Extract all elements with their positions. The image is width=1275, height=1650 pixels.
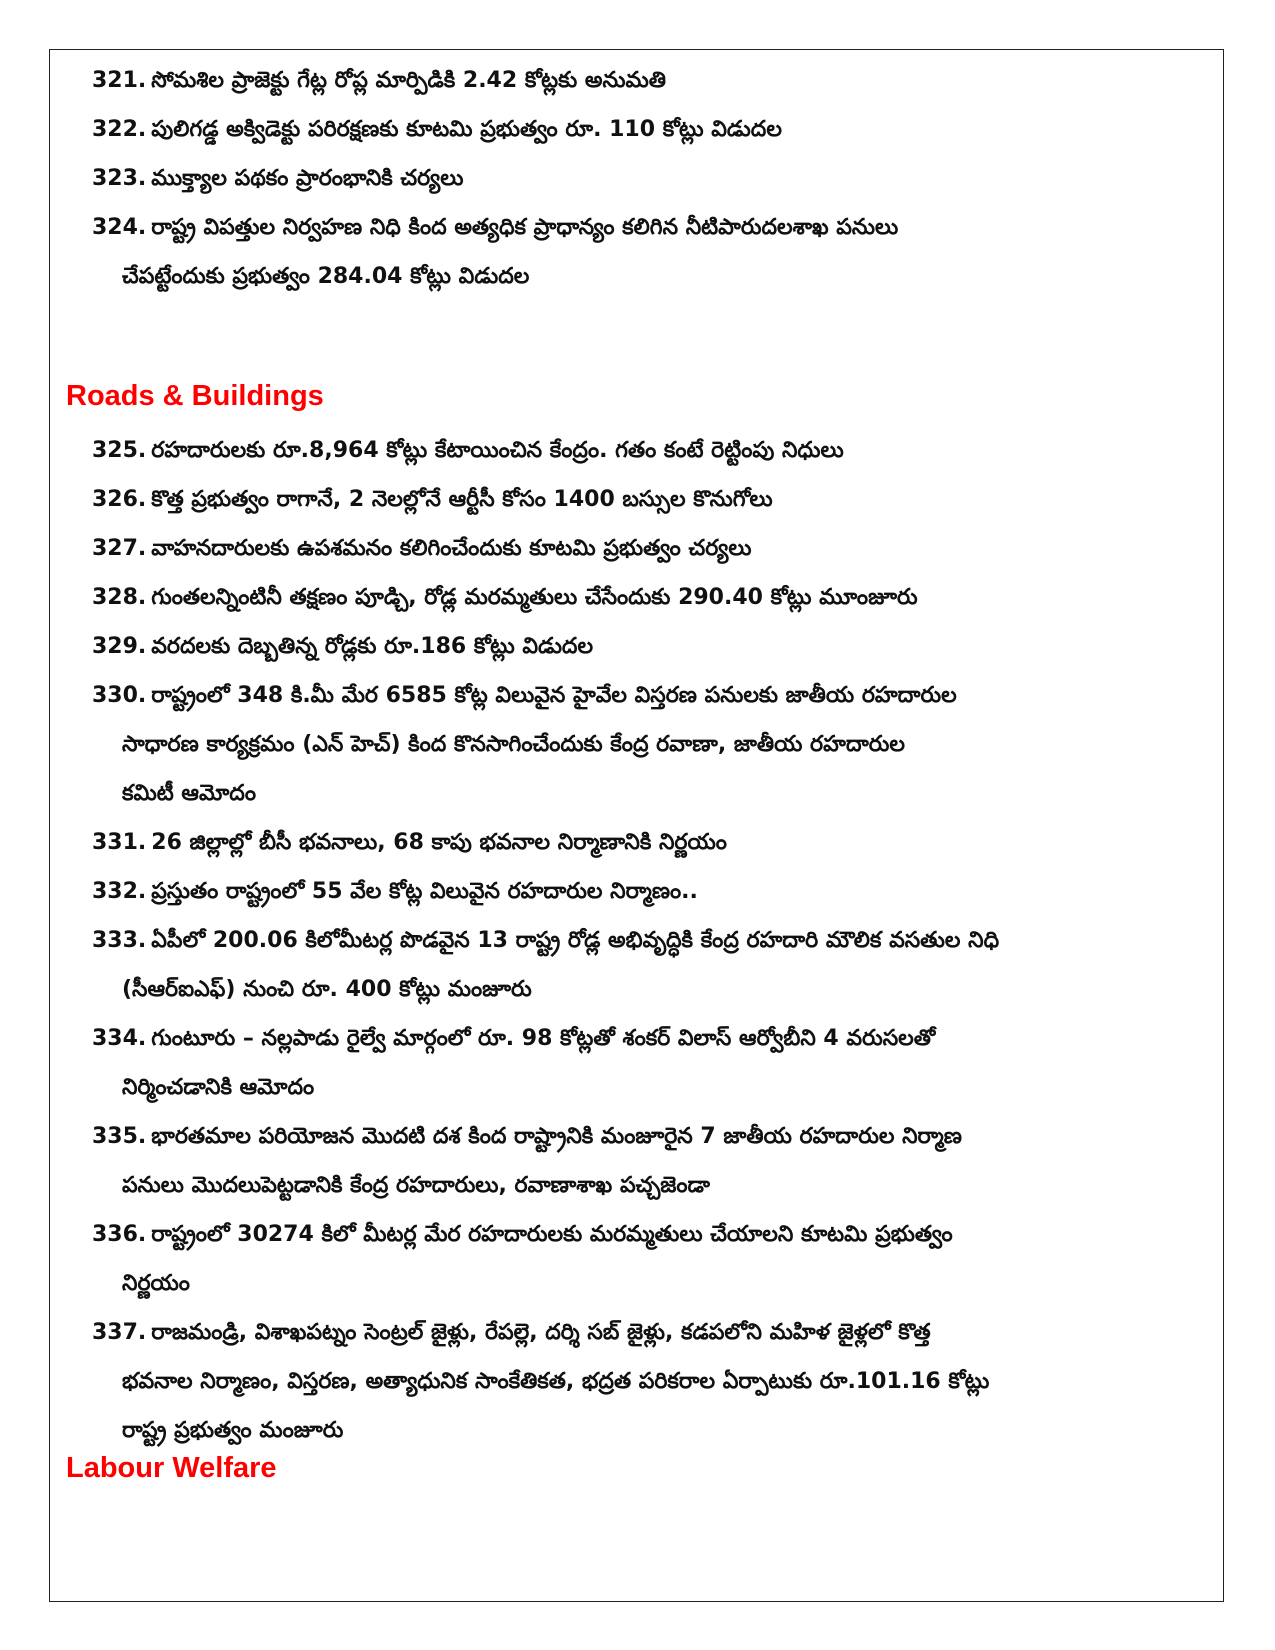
list-item: [92, 154, 1142, 203]
item-text: రహదారులకు రూ.8,964 కోట్లు కేటాయించిన కేంద్రం. గతం కంటే రెట్టింపు నిధులు: [151, 438, 844, 463]
item-text: భారతమాల పరియోజన మొదటి దశ కింద రాష్ట్రానికి మంజూరైన 7 జాతీయ రహదారుల నిర్మాణ: [151, 1124, 962, 1149]
item-text: రాజమండ్రి, విశాఖపట్నం సెంట్రల్ జైళ్లు, రేపల్లె, దర్శి సబ్ జైళ్లు, కడపలోని మహిళ జైళ్లలో కొత్త: [151, 1320, 931, 1345]
list-item: [92, 622, 1142, 671]
item-text: రాష్ట్రంలో 348 కి.మీ మేర 6585 కోట్ల విలువైన హైవేల విస్తరణ పనులకు జాతీయ రహదారుల: [151, 683, 957, 708]
list-item: [92, 916, 1142, 1014]
item-number: 325.: [92, 438, 147, 463]
list-item: [92, 1308, 1142, 1455]
item-number: 332.: [92, 879, 147, 904]
irrigation-list: [92, 56, 1142, 301]
item-number: 321.: [92, 68, 147, 93]
item-text: వరదలకు దెబ్బతిన్న రోడ్లకు రూ.186 కోట్లు విడుదల: [151, 634, 594, 659]
list-item: [92, 105, 1142, 154]
list-item: [92, 1210, 1142, 1308]
item-text: పులిగడ్డ అక్విడెక్టు పరిరక్షణకు కూటమి ప్రభుత్వం రూ. 110 కోట్లు విడుదల: [151, 117, 782, 142]
list-item: [92, 867, 1142, 916]
item-text: రాష్ట్రంలో 30274 కిలో మీటర్ల మేర రహదారులకు మరమ్మతులు చేయాలని కూటమి ప్రభుత్వం: [151, 1222, 953, 1247]
list-item: [92, 573, 1142, 622]
item-number: 322.: [92, 117, 147, 142]
item-text: రాష్ట్ర విపత్తుల నిర్వహణ నిధి కింద అత్యధిక ప్రాధాన్యం కలిగిన నీటిపారుదలశాఖ పనులు: [151, 215, 899, 240]
list-item: [92, 1112, 1142, 1210]
item-text-continued: (సీఆర్ఐఎఫ్) నుంచి రూ. 400 కోట్లు మంజూరు: [122, 977, 532, 1002]
item-number: 334.: [92, 1026, 147, 1051]
list-item: [92, 1014, 1142, 1112]
item-number: 337.: [92, 1320, 147, 1345]
item-text: సోమశిల ప్రాజెక్టు గేట్ల రోప్ల మార్పిడికి 2.42 కోట్లకు అనుమతి: [151, 68, 667, 93]
list-item: [92, 203, 1142, 301]
item-text-continued: నిర్మించడానికి ఆమోదం: [122, 1075, 315, 1100]
item-number: 324.: [92, 215, 147, 240]
labour-welfare-heading: Labour Welfare: [66, 1452, 277, 1484]
item-text: ప్రస్తుతం రాష్ట్రంలో 55 వేల కోట్ల విలువైన రహదారుల నిర్మాణం..: [151, 879, 698, 904]
item-number: 327.: [92, 536, 147, 561]
item-text-continued: నిర్ణయం: [122, 1271, 190, 1296]
item-number: 323.: [92, 166, 147, 191]
item-text: కొత్త ప్రభుత్వం రాగానే, 2 నెలల్లోనే ఆర్టీసీ కోసం 1400 బస్సుల కొనుగోలు: [151, 487, 773, 512]
item-text-continued: సాధారణ కార్యక్రమం (ఎన్ హెచ్) కింద కొనసాగించేందుకు కేంద్ర రవాణా, జాతీయ రహదారుల: [122, 732, 905, 757]
item-text-continued: చేపట్టేందుకు ప్రభుత్వం 284.04 కోట్లు విడుదల: [122, 264, 530, 289]
item-number: 328.: [92, 585, 147, 610]
list-item: [92, 671, 1142, 818]
roads-buildings-heading: Roads & Buildings: [66, 380, 324, 412]
item-text: గుంతలన్నింటినీ తక్షణం పూడ్చి, రోడ్ల మరమ్మతులు చేసేందుకు 290.40 కోట్లు మూంజూరు: [151, 585, 918, 610]
item-text-continued: పనులు మొదలుపెట్టడానికి కేంద్ర రహదారులు, రవాణాశాఖ పచ్చజెండా: [122, 1173, 710, 1198]
list-item: [92, 524, 1142, 573]
item-text: ముక్త్యాల పథకం ప్రారంభానికి చర్యలు: [151, 166, 464, 191]
item-number: 329.: [92, 634, 147, 659]
item-number: 330.: [92, 683, 147, 708]
list-item: [92, 426, 1142, 475]
item-number: 333.: [92, 928, 147, 953]
list-item: [92, 56, 1142, 105]
item-number: 336.: [92, 1222, 147, 1247]
item-number: 335.: [92, 1124, 147, 1149]
item-text-continued: రాష్ట్ర ప్రభుత్వం మంజూరు: [122, 1418, 344, 1443]
list-item: [92, 475, 1142, 524]
item-text: 26 జిల్లాల్లో బీసీ భవనాలు, 68 కాపు భవనాల నిర్మాణానికి నిర్ణయం: [151, 830, 727, 855]
item-number: 331.: [92, 830, 147, 855]
list-item: [92, 818, 1142, 867]
roads-list: [92, 426, 1142, 1455]
item-text-continued: కమిటీ ఆమోదం: [122, 781, 256, 806]
item-text: వాహనదారులకు ఉపశమనం కలిగించేందుకు కూటమి ప్రభుత్వం చర్యలు: [151, 536, 752, 561]
item-text: ఏపీలో 200.06 కిలోమీటర్ల పొడవైన 13 రాష్ట్ర రోడ్ల అభివృద్ధికి కేంద్ర రహదారి మౌలిక వసతుల నిధి: [151, 928, 1000, 953]
item-number: 326.: [92, 487, 147, 512]
item-text-continued: భవనాల నిర్మాణం, విస్తరణ, అత్యాధునిక సాంకేతికత, భద్రత పరికరాల ఏర్పాటుకు రూ.101.16 కోట్లు: [122, 1369, 990, 1394]
item-text: గుంటూరు – నల్లపాడు రైల్వే మార్గంలో రూ. 98 కోట్లతో శంకర్ విలాస్ ఆర్వోబీని 4 వరుసలతో: [151, 1026, 936, 1051]
